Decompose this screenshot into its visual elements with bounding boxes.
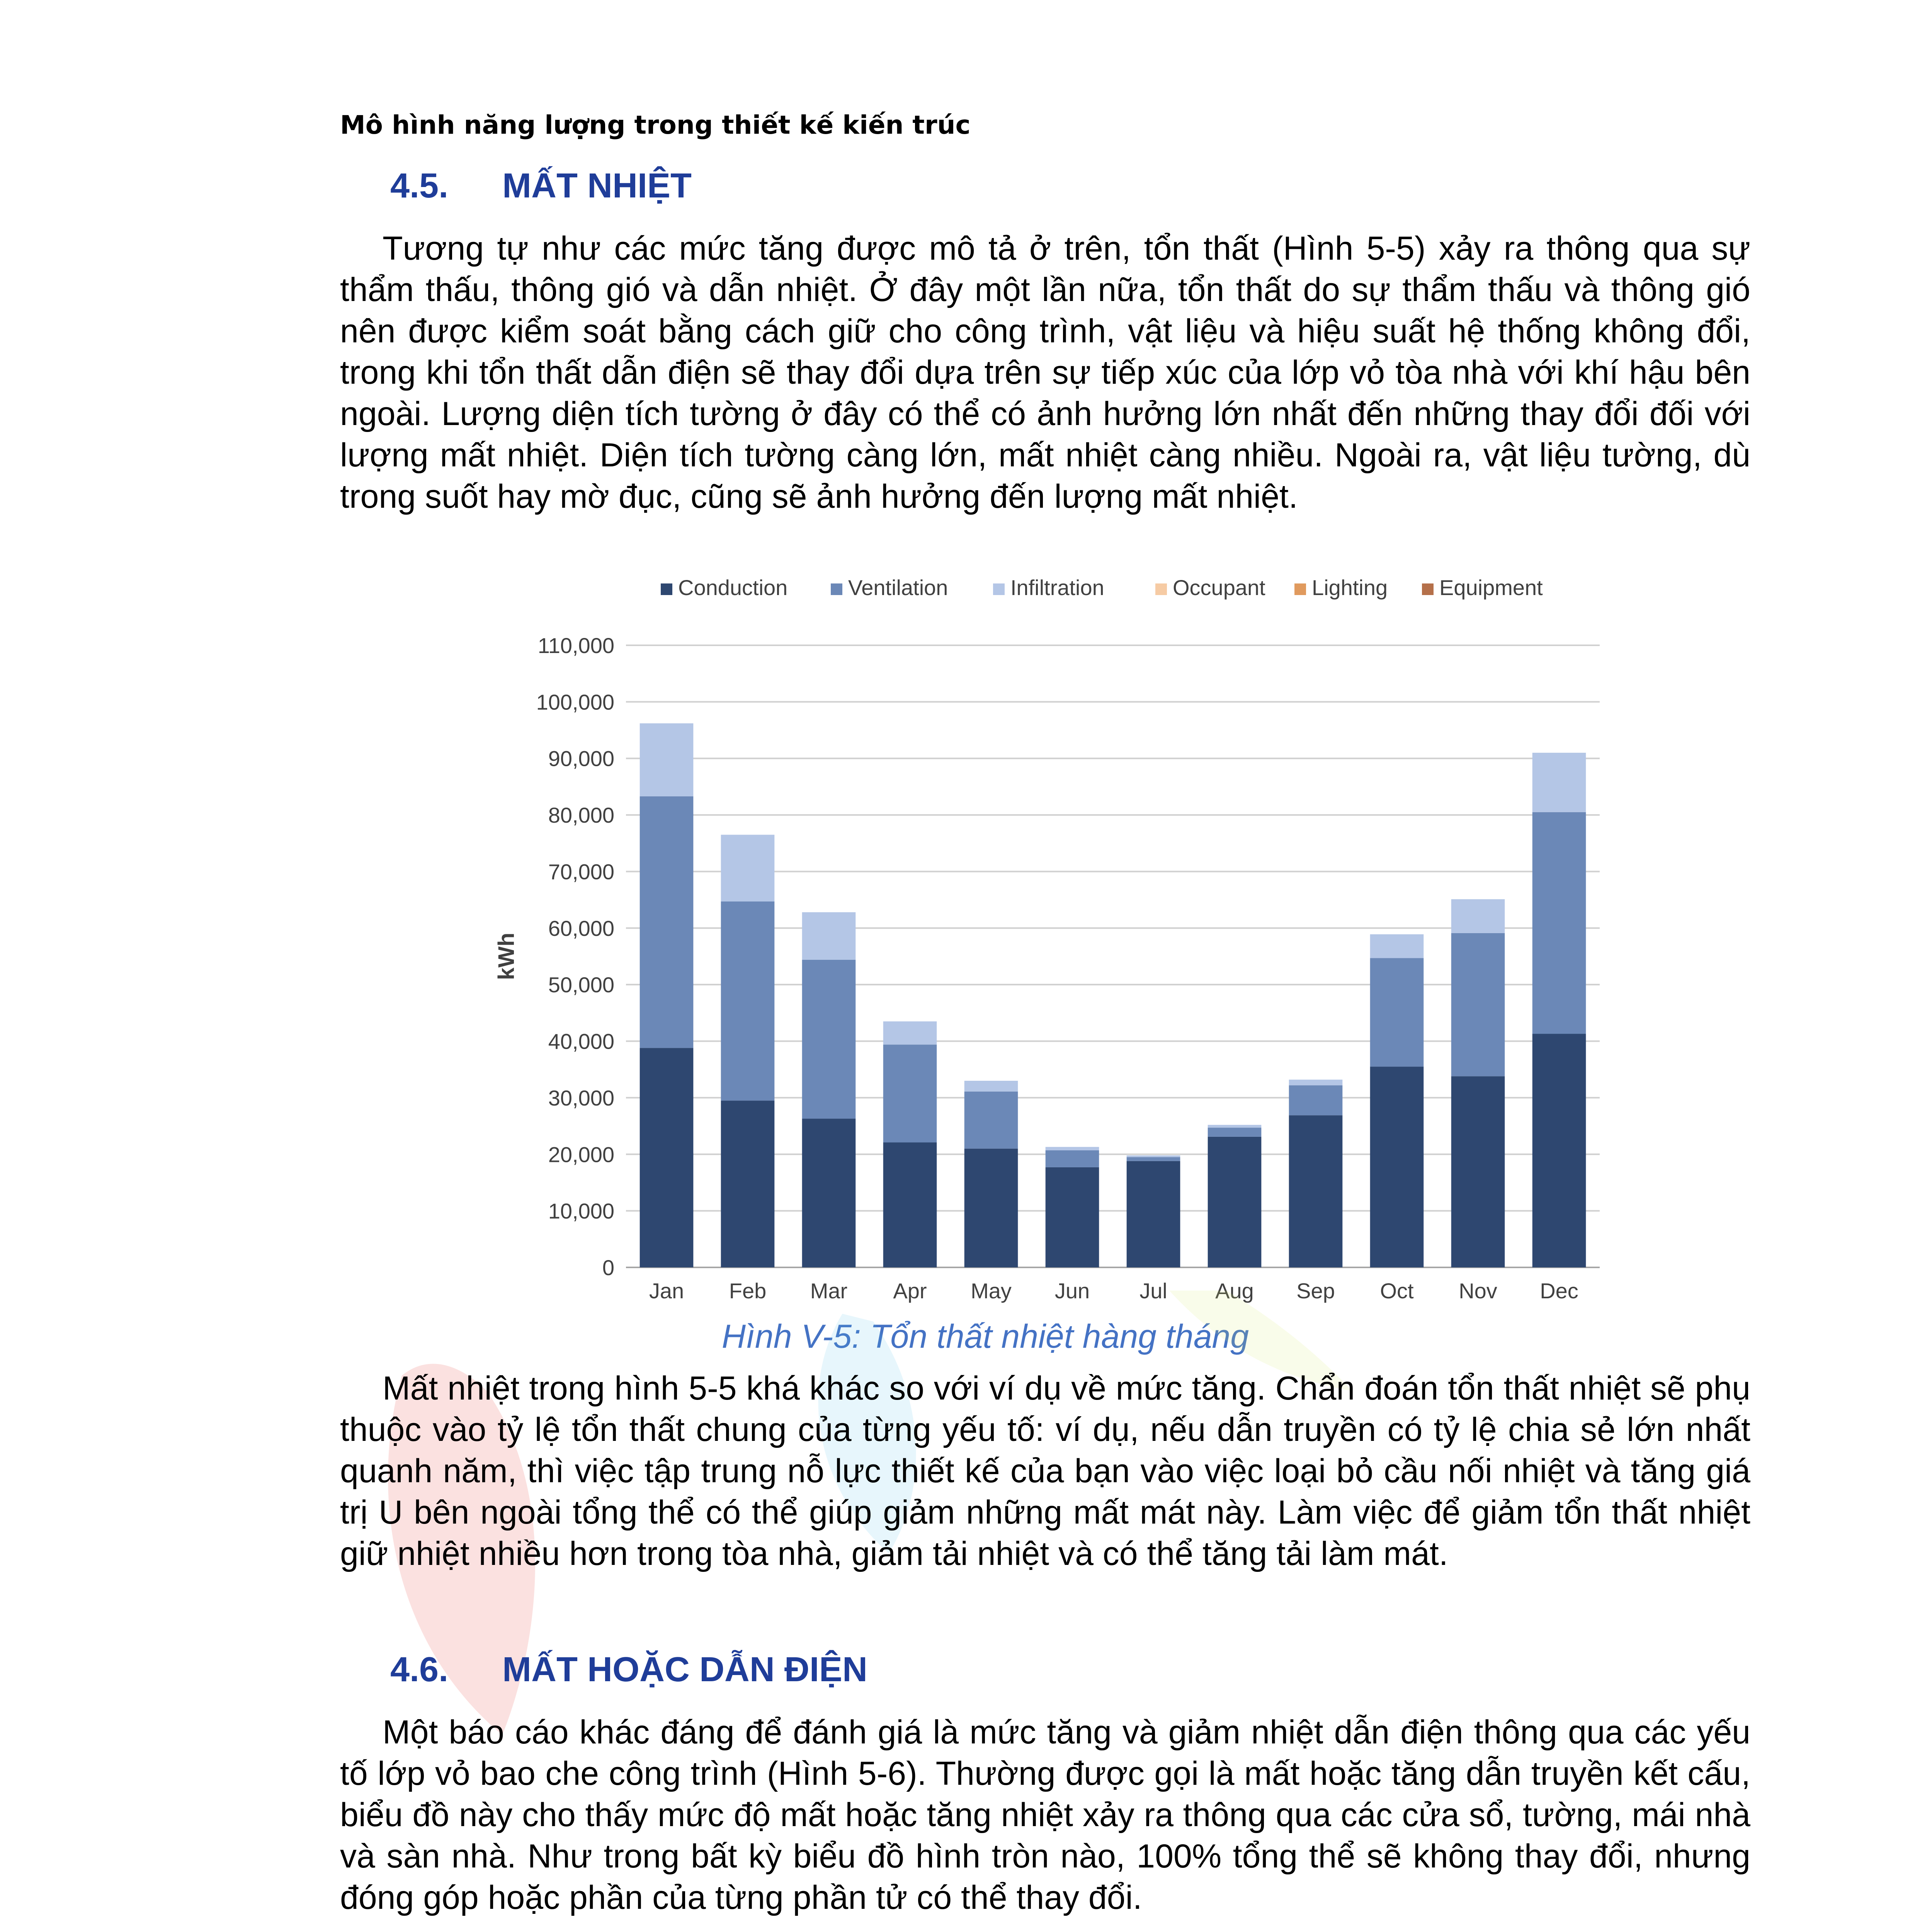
bar-segment-conduction <box>721 1100 775 1267</box>
legend-label: Occupant <box>1173 575 1265 600</box>
bar-segment-conduction <box>802 1119 856 1267</box>
legend-swatch <box>1155 583 1167 595</box>
legend-label: Infiltration <box>1010 575 1104 600</box>
bar-segment-ventilation <box>1127 1157 1180 1161</box>
bar-segment-ventilation <box>1451 933 1505 1076</box>
y-tick-label: 110,000 <box>537 633 614 658</box>
bar-segment-ventilation <box>1532 812 1586 1034</box>
bar-segment-infiltration <box>883 1021 937 1044</box>
bar-segment-conduction <box>1451 1076 1505 1267</box>
bar-segment-infiltration <box>964 1081 1018 1092</box>
bar-segment-conduction <box>1046 1167 1099 1267</box>
bar-segment-conduction <box>1208 1137 1262 1267</box>
bar-segment-infiltration <box>1370 934 1424 958</box>
body-paragraph: Một báo cáo khác đáng để đánh giá là mức tăng và giảm nhiệt dẫn điện thông qua các yếu tố lớp vỏ bao che công trình (Hình 5-6). Thường được gọi là mất hoặc tăng dẫn truyền kết cấu, biểu đồ này cho thấy mức độ mất hoặc tăng nhiệt xảy ra thông qua các cửa sổ, tường, mái nhà và sàn nhà. Như trong bất kỳ biểu đồ hình tròn nào, 100% tổng thể sẽ không thay đổi, nhưng đóng góp hoặc phần của từng phần tử có thể thay đổi. <box>340 1714 1750 1916</box>
y-tick-label: 10,000 <box>548 1199 614 1223</box>
x-tick-label: Jan <box>649 1279 684 1303</box>
x-tick-label: Aug <box>1215 1279 1254 1303</box>
bar-segment-conduction <box>883 1143 937 1267</box>
x-tick-label: Apr <box>893 1279 927 1303</box>
bar-segment-ventilation <box>883 1044 937 1142</box>
body-paragraph: Tương tự như các mức tăng được mô tả ở trên, tổn thất (Hình 5-5) xảy ra thông qua sự thẩm thấu, thông gió và dẫn nhiệt. Ở đây một lần nữa, tổn thất do sự thẩm thấu và thông gió nên được kiểm soát bằng cách giữ cho công trình, vật liệu và hiệu suất hệ thống không đổi, trong khi tổn thất dẫn điện sẽ thay đổi dựa trên sự tiếp xúc của lớp vỏ tòa nhà với khí hậu bên ngoài. Lượng diện tích tường ở đây có thể có ảnh hưởng lớn nhất đến những thay đổi đối với lượng mất nhiệt. Diện tích tường càng lớn, mất nhiệt càng nhiều. Ngoài ra, vật liệu tường, dù trong suốt hay mờ đục, cũng sẽ ảnh hưởng đến lượng mất nhiệt. <box>340 230 1750 515</box>
x-tick-label: May <box>971 1279 1012 1303</box>
y-tick-label: 50,000 <box>548 973 614 997</box>
legend-swatch <box>831 583 842 595</box>
section-heading-4-5 <box>390 166 692 206</box>
legend-swatch <box>993 583 1005 595</box>
legend-swatch <box>1422 583 1434 595</box>
bar-segment-infiltration <box>1451 899 1505 933</box>
x-tick-label: Sep <box>1296 1279 1335 1303</box>
y-tick-label: 60,000 <box>548 916 614 940</box>
bar-segment-ventilation <box>964 1092 1018 1149</box>
bar-segment-conduction <box>640 1048 694 1267</box>
bar-segment-infiltration <box>1046 1147 1099 1150</box>
x-tick-label: Oct <box>1380 1279 1414 1303</box>
bar-segment-infiltration <box>1289 1080 1343 1085</box>
x-tick-label: Jul <box>1139 1279 1167 1303</box>
bar-segment-ventilation <box>1370 958 1424 1066</box>
legend-label: Equipment <box>1439 575 1543 600</box>
y-tick-label: 20,000 <box>548 1142 614 1167</box>
y-tick-label: 30,000 <box>548 1085 614 1110</box>
bar-segment-conduction <box>1127 1161 1180 1267</box>
y-tick-label: 100,000 <box>536 690 614 714</box>
running-header: Mô hình năng lượng trong thiết kế kiến trúc <box>340 110 971 140</box>
y-tick-label: 0 <box>602 1255 614 1280</box>
legend-label: Ventilation <box>848 575 948 600</box>
x-tick-label: Feb <box>729 1279 767 1303</box>
bar-segment-conduction <box>1532 1034 1586 1267</box>
bar-segment-conduction <box>964 1149 1018 1267</box>
bar-segment-infiltration <box>1532 753 1586 812</box>
y-tick-label: 70,000 <box>548 859 614 884</box>
figure-caption: Hình V-5: Tổn thất nhiệt hàng tháng <box>721 1318 1249 1355</box>
x-tick-label: Mar <box>810 1279 848 1303</box>
body-paragraph-after-figure: Mất nhiệt trong hình 5-5 khá khác so với ví dụ về mức tăng. Chẩn đoán tổn thất nhiệt sẽ phụ thuộc vào tỷ lệ tổn thất chung của từng yếu tố: ví dụ, nếu dẫn truyền có tỷ lệ chia sẻ lớn nhất quanh năm, thì việc tập trung nỗ lực thiết kế của bạn vào việc loại bỏ cầu nối nhiệt và tăng giá trị U bên ngoài tổng thể có thể giúp giảm những mất mát này. Làm việc để giảm tổn thất nhiệt giữ nhiệt nhiều hơn trong tòa nhà, giảm tải nhiệt và có thể tăng tải làm mát. <box>340 1370 1750 1572</box>
section-title: MẤT NHIỆT <box>502 167 692 205</box>
bar-segment-ventilation <box>1046 1150 1099 1167</box>
x-tick-label: Jun <box>1054 1279 1090 1303</box>
bar-segment-infiltration <box>1208 1125 1262 1128</box>
legend-swatch <box>661 583 672 595</box>
bar-segment-infiltration <box>640 723 694 796</box>
bar-segment-ventilation <box>1208 1128 1262 1136</box>
x-tick-label: Dec <box>1540 1279 1578 1303</box>
legend-label: Lighting <box>1312 575 1388 600</box>
y-tick-label: 40,000 <box>548 1029 614 1054</box>
bar-segment-ventilation <box>802 960 856 1119</box>
y-axis-label: kWh <box>494 932 519 980</box>
bar-segment-infiltration <box>802 912 856 960</box>
heat-loss-chart <box>479 572 1627 1329</box>
chart-svg <box>479 572 1627 1329</box>
section-number: 4.6. <box>390 1650 449 1689</box>
bar-segment-conduction <box>1289 1115 1343 1267</box>
bar-segment-infiltration <box>1127 1155 1180 1157</box>
y-tick-label: 90,000 <box>548 746 614 771</box>
legend-swatch <box>1294 583 1306 595</box>
section-number: 4.5. <box>390 167 449 205</box>
section-title: MẤT HOẶC DẪN ĐIỆN <box>502 1650 867 1689</box>
section-heading-4-6 <box>390 1650 867 1690</box>
bar-segment-conduction <box>1370 1066 1424 1267</box>
legend-label: Conduction <box>678 575 788 600</box>
bar-segment-ventilation <box>721 901 775 1100</box>
x-tick-label: Nov <box>1459 1279 1497 1303</box>
bar-segment-infiltration <box>721 835 775 901</box>
bar-segment-ventilation <box>1289 1085 1343 1116</box>
y-tick-label: 80,000 <box>548 803 614 828</box>
bar-segment-ventilation <box>640 796 694 1048</box>
